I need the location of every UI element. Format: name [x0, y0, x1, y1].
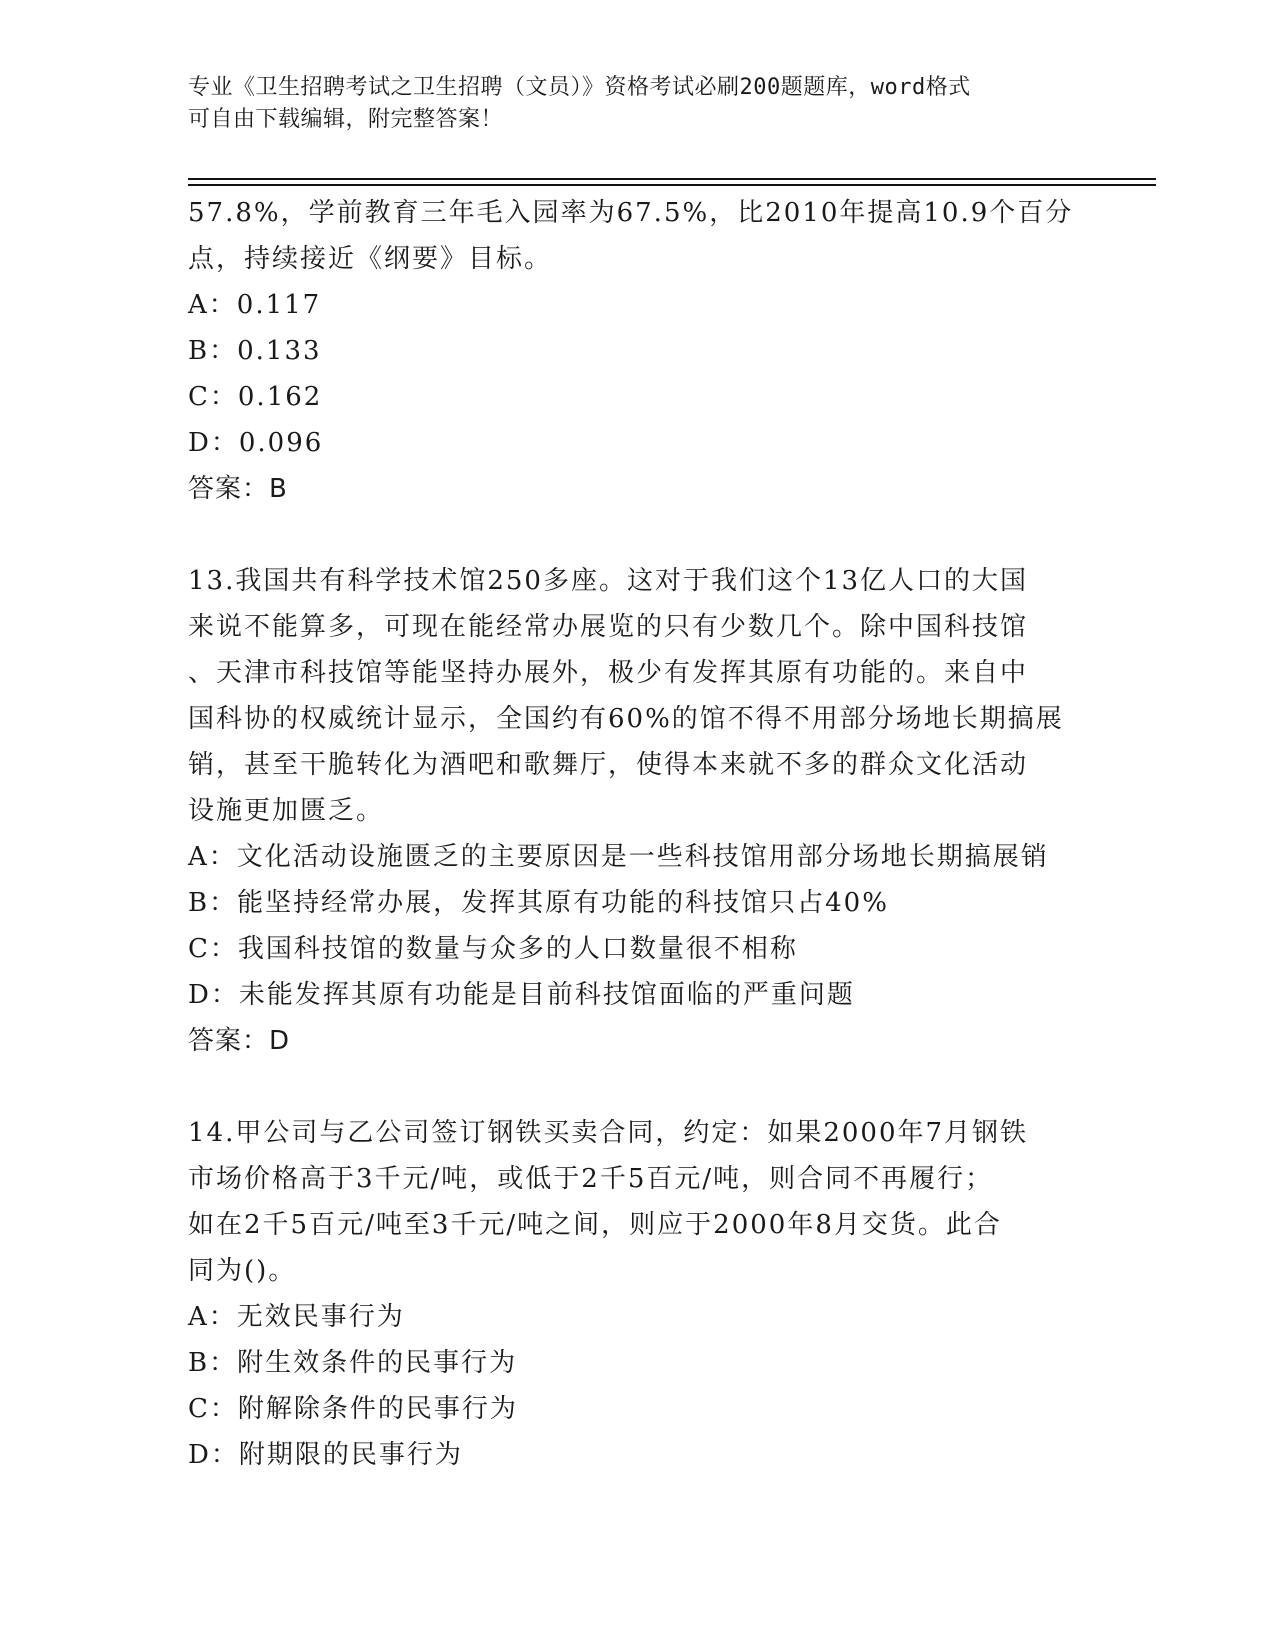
question-text-line: 如在2千5百元/吨至3千元/吨之间，则应于2000年8月交货。此合: [188, 1210, 1002, 1240]
question-text-line: 设施更加匮乏。: [188, 796, 385, 826]
answer-line: 答案：D: [188, 1026, 291, 1056]
spacer: [188, 1064, 1088, 1110]
option-c: C：我国科技馆的数量与众多的人口数量很不相称: [188, 934, 798, 964]
question-14: [188, 1110, 1088, 1478]
spacer: [188, 512, 1088, 558]
question-text-line: 同为()。: [188, 1256, 297, 1286]
question-text-line: 、天津市科技馆等能坚持办展外，极少有发挥其原有功能的。来自中: [188, 658, 1029, 688]
question-text-line: 来说不能算多，可现在能经常办展览的只有少数几个。除中国科技馆: [188, 612, 1029, 642]
option-b: B：0.133: [188, 336, 322, 366]
question-12: [188, 190, 1088, 512]
question-text-line: 57.8%，学前教育三年毛入园率为67.5%，比2010年提高10.9个百分: [188, 198, 1074, 228]
header-rule-bottom: [188, 184, 1156, 186]
header-line-1: 专业《卫生招聘考试之卫生招聘（文员）》资格考试必刷200题题库，word格式: [188, 75, 971, 100]
document-body: [188, 190, 1088, 1478]
question-text-line: 销，甚至干脆转化为酒吧和歌舞厅，使得本来就不多的群众文化活动: [188, 750, 1029, 780]
option-a: A：文化活动设施匮乏的主要原因是一些科技馆用部分场地长期搞展销: [188, 842, 1049, 872]
header-rule-top: [188, 178, 1156, 180]
option-a: A：无效民事行为: [188, 1302, 405, 1332]
question-text-line: 点，持续接近《纲要》目标。: [188, 244, 553, 274]
option-d: D：附期限的民事行为: [188, 1440, 463, 1470]
option-b: B：附生效条件的民事行为: [188, 1348, 518, 1378]
option-d: D：未能发挥其原有功能是目前科技馆面临的严重问题: [188, 980, 855, 1010]
question-text-line: 国科协的权威统计显示，全国约有60%的馆不得不用部分场地长期搞展: [188, 704, 1064, 734]
question-text-line: 14.甲公司与乙公司签订钢铁买卖合同，约定：如果2000年7月钢铁: [188, 1118, 1029, 1148]
option-c: C：0.162: [188, 382, 323, 412]
option-b: B：能坚持经常办展，发挥其原有功能的科技馆只占40%: [188, 888, 889, 918]
option-d: D：0.096: [188, 428, 324, 458]
option-c: C：附解除条件的民事行为: [188, 1394, 518, 1424]
question-13: [188, 558, 1088, 1064]
question-text-line: 13.我国共有科学技术馆250多座。这对于我们这个13亿人口的大国: [188, 566, 1029, 596]
option-a: A：0.117: [188, 290, 322, 320]
answer-line: 答案：B: [188, 474, 288, 504]
page-header: [188, 72, 1088, 136]
header-line-2: 可自由下载编辑，附完整答案！: [188, 107, 504, 132]
question-text-line: 市场价格高于3千元/吨，或低于2千5百元/吨，则合同不再履行；: [188, 1164, 994, 1194]
